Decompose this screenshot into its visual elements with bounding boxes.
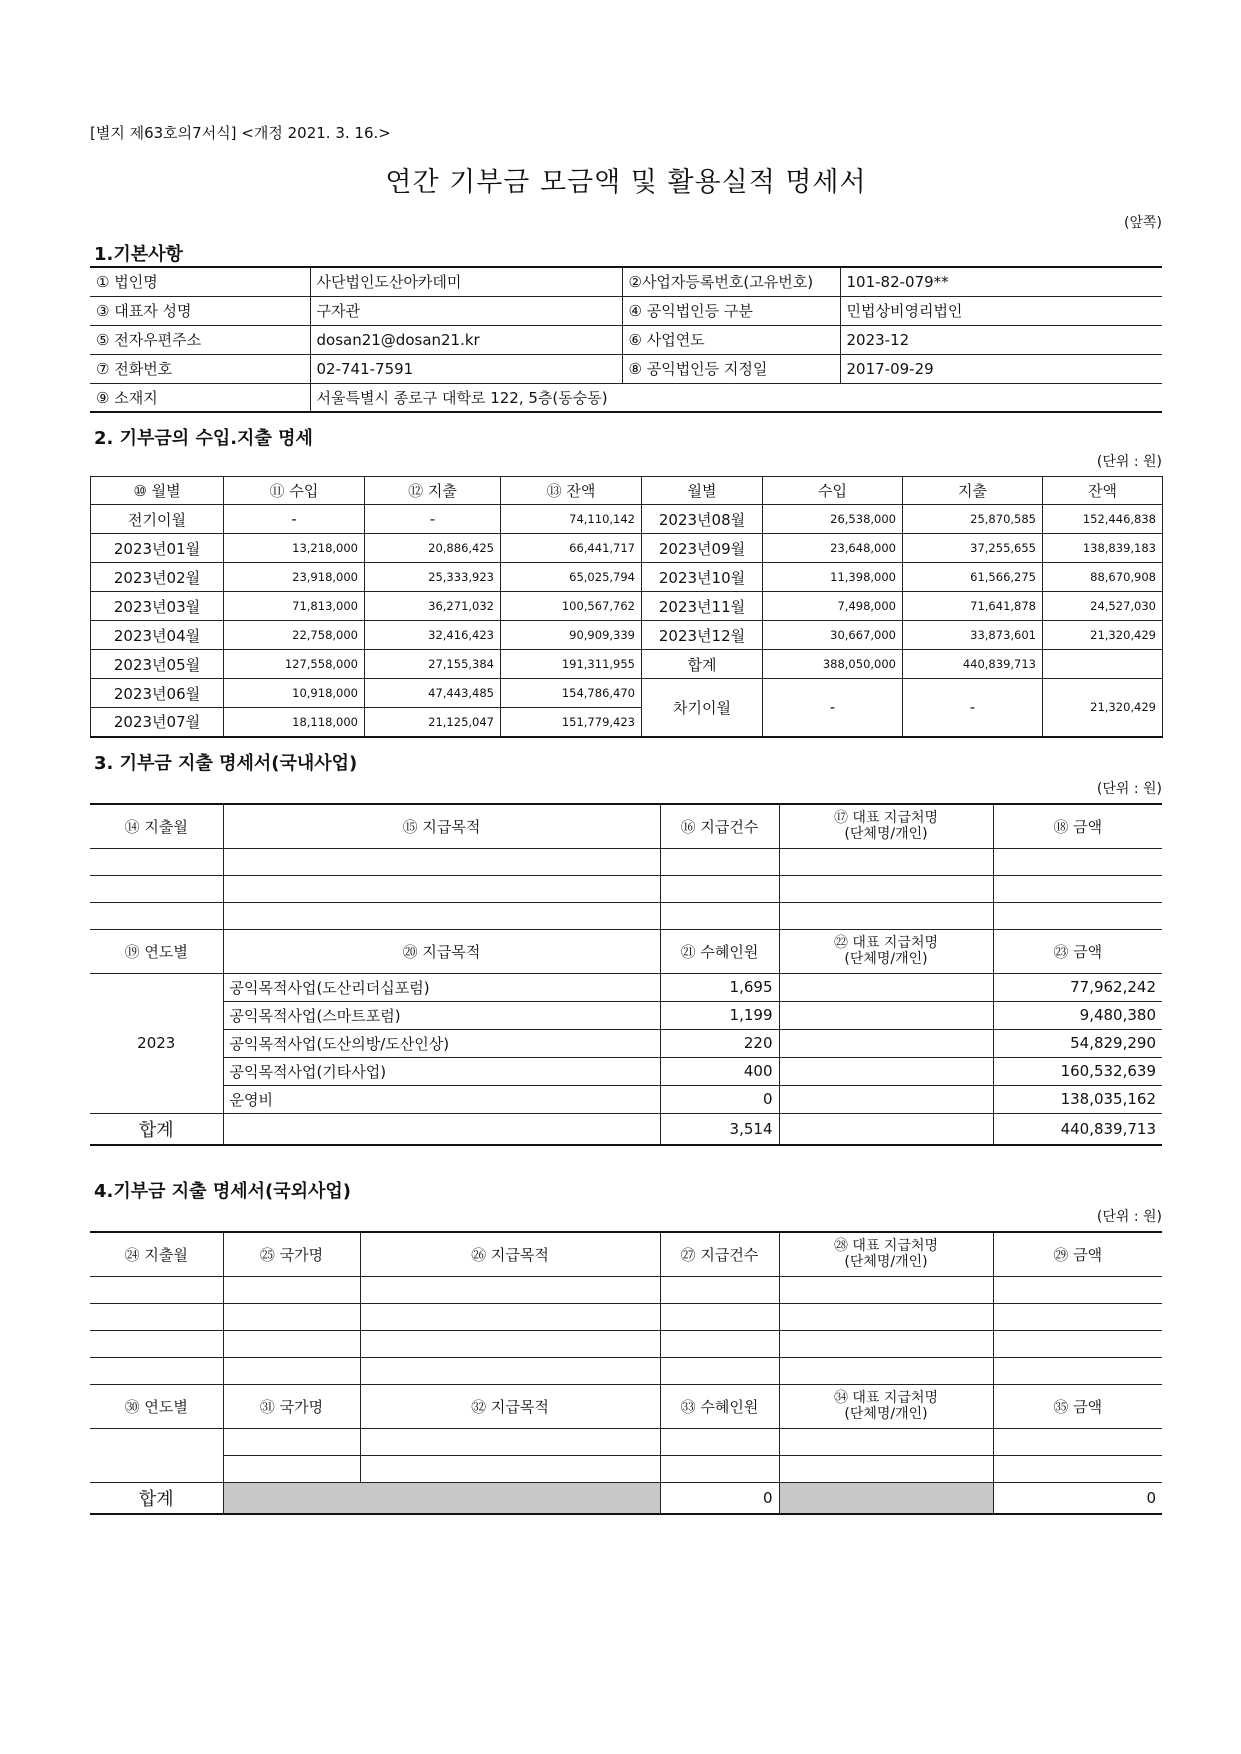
- amount-cell: 388,050,000: [763, 650, 903, 679]
- month-cell: 2023년01월: [91, 534, 224, 563]
- column-header: [779, 929, 993, 973]
- amount-cell: 66,441,717: [501, 534, 642, 563]
- table-row: [90, 929, 1162, 973]
- empty-cell: [90, 1303, 223, 1330]
- purpose-cell: 공익목적사업(기타사업): [223, 1057, 660, 1085]
- form-number: [별지 제63호의7서식] <개정 2021. 3. 16.>: [90, 124, 391, 142]
- column-header: [779, 1232, 993, 1276]
- table-row: [91, 563, 1163, 592]
- field-value: 사단법인도산아카데미: [310, 267, 622, 296]
- amount-cell: 77,962,242: [993, 973, 1162, 1001]
- empty-cell: [223, 1330, 360, 1357]
- column-header: ㉑ 수혜인원: [660, 929, 779, 973]
- field-value: 민법상비영리법인: [840, 296, 1162, 325]
- month-cell: 2023년12월: [642, 621, 763, 650]
- table-row: [90, 1455, 1162, 1482]
- column-header: ㉛ 국가명: [223, 1384, 360, 1428]
- empty-cell: [223, 1113, 660, 1145]
- table-row: [90, 804, 1162, 848]
- amount-cell: 21,125,047: [365, 708, 501, 737]
- unit-label: (단위 : 원): [1096, 1209, 1162, 1225]
- empty-cell: [360, 1357, 660, 1384]
- column-header: ⑭ 지출월: [90, 804, 223, 848]
- income-expense-table: [90, 476, 1163, 738]
- empty-cell: [993, 1455, 1162, 1482]
- empty-cell: [993, 1357, 1162, 1384]
- amount-cell: 33,873,601: [903, 621, 1043, 650]
- column-header: ㉓ 금액: [993, 929, 1162, 973]
- empty-cell: [360, 1428, 660, 1455]
- month-cell: 2023년05월: [91, 650, 224, 679]
- month-cell: 2023년10월: [642, 563, 763, 592]
- field-label: ⑨ 소재지: [90, 383, 310, 412]
- amount-cell: 191,311,955: [501, 650, 642, 679]
- field-value: dosan21@dosan21.kr: [310, 325, 622, 354]
- section3-heading: 3. 기부금 지출 명세서(국내사업): [94, 753, 358, 774]
- table-row: [90, 325, 1162, 354]
- total-count: 3,514: [660, 1113, 779, 1145]
- column-header: ㉗ 지급건수: [660, 1232, 779, 1276]
- field-label: ① 법인명: [90, 267, 310, 296]
- field-label: ④ 공익법인등 구분: [622, 296, 840, 325]
- empty-cell: [660, 875, 779, 902]
- empty-cell: [360, 1455, 660, 1482]
- month-cell: 2023년11월: [642, 592, 763, 621]
- count-cell: 220: [660, 1029, 779, 1057]
- field-value: 2023-12: [840, 325, 1162, 354]
- table-row: [91, 592, 1163, 621]
- empty-cell: [223, 848, 660, 875]
- field-label: ③ 대표자 성명: [90, 296, 310, 325]
- empty-cell: [779, 1357, 993, 1384]
- amount-cell: 54,829,290: [993, 1029, 1162, 1057]
- column-header: ㉟ 금액: [993, 1384, 1162, 1428]
- overseas-expense-table: [90, 1231, 1162, 1515]
- amount-cell: 88,670,908: [1043, 563, 1163, 592]
- amount-cell: 151,779,423: [501, 708, 642, 737]
- amount-cell: 90,909,339: [501, 621, 642, 650]
- empty-cell: [779, 973, 993, 1001]
- header-label: (단체명/개인): [844, 1254, 928, 1271]
- amount-cell: 25,870,585: [903, 505, 1043, 534]
- empty-cell: [993, 902, 1162, 929]
- field-label: ⑤ 전자우편주소: [90, 325, 310, 354]
- amount-cell: 18,118,000: [224, 708, 365, 737]
- table-row: [90, 1357, 1162, 1384]
- empty-cell: [779, 902, 993, 929]
- table-row: [90, 1232, 1162, 1276]
- empty-cell: [779, 1455, 993, 1482]
- amount-cell: 27,155,384: [365, 650, 501, 679]
- total-label: 합계: [90, 1113, 223, 1145]
- table-row: [90, 902, 1162, 929]
- amount-cell: 25,333,923: [365, 563, 501, 592]
- amount-cell: 23,918,000: [224, 563, 365, 592]
- amount-cell: 154,786,470: [501, 679, 642, 708]
- table-row: [91, 650, 1163, 679]
- header-label: (단체명/개인): [844, 951, 928, 967]
- amount-cell: -: [365, 505, 501, 534]
- field-value: 2017-09-29: [840, 354, 1162, 383]
- table-row: [90, 296, 1162, 325]
- unit-label: (단위 : 원): [1096, 781, 1162, 797]
- column-header: ⑯ 지급건수: [660, 804, 779, 848]
- empty-cell: [779, 1428, 993, 1455]
- section2-heading: 2. 기부금의 수입.지출 명세: [94, 428, 313, 449]
- table-row: [90, 1029, 1162, 1057]
- empty-cell: [90, 1276, 223, 1303]
- empty-cell: [660, 902, 779, 929]
- amount-cell: 13,218,000: [224, 534, 365, 563]
- field-label: ⑧ 공익법인등 지정일: [622, 354, 840, 383]
- purpose-cell: 운영비: [223, 1085, 660, 1113]
- empty-cell: [660, 1357, 779, 1384]
- purpose-cell: 공익목적사업(도산리더십포럼): [223, 973, 660, 1001]
- empty-cell: [223, 1276, 360, 1303]
- purpose-cell: 공익목적사업(도산의방/도산인상): [223, 1029, 660, 1057]
- amount-cell: 24,527,030: [1043, 592, 1163, 621]
- empty-cell: [993, 1303, 1162, 1330]
- empty-cell: [90, 848, 223, 875]
- amount-cell: 152,446,838: [1043, 505, 1163, 534]
- header-label: (단체명/개인): [844, 1406, 928, 1422]
- column-header: ㉕ 국가명: [223, 1232, 360, 1276]
- count-cell: 400: [660, 1057, 779, 1085]
- month-cell: 2023년02월: [91, 563, 224, 592]
- empty-cell: [90, 1330, 223, 1357]
- amount-cell: 138,839,183: [1043, 534, 1163, 563]
- table-row: [90, 1085, 1162, 1113]
- empty-cell: [223, 1428, 360, 1455]
- shaded-cell: [223, 1482, 660, 1514]
- empty-cell: [779, 875, 993, 902]
- amount-cell: 71,641,878: [903, 592, 1043, 621]
- column-header: ㉖ 지급목적: [360, 1232, 660, 1276]
- table-row: [91, 621, 1163, 650]
- year-cell: [90, 1428, 223, 1482]
- amount-cell: 23,648,000: [763, 534, 903, 563]
- table-row: [90, 1330, 1162, 1357]
- table-row: [90, 1303, 1162, 1330]
- empty-cell: [779, 848, 993, 875]
- amount-cell: -: [763, 679, 903, 737]
- table-row: [90, 354, 1162, 383]
- column-header: ㉙ 금액: [993, 1232, 1162, 1276]
- month-cell: 2023년08월: [642, 505, 763, 534]
- section1-heading: 1.기본사항: [94, 244, 183, 265]
- field-value: 101-82-079**: [840, 267, 1162, 296]
- amount-cell: 21,320,429: [1043, 621, 1163, 650]
- header-label: ⑰ 대표 지급처명: [833, 810, 939, 827]
- empty-cell: [360, 1303, 660, 1330]
- amount-cell: 138,035,162: [993, 1085, 1162, 1113]
- page-title: 연간 기부금 모금액 및 활용실적 명세서: [385, 167, 867, 198]
- amount-cell: [1043, 650, 1163, 679]
- section4-heading: 4.기부금 지출 명세서(국외사업): [94, 1181, 352, 1202]
- field-value: 구자관: [310, 296, 622, 325]
- month-cell: 차기이월: [642, 679, 763, 737]
- amount-cell: -: [224, 505, 365, 534]
- header-label: (단체명/개인): [844, 826, 928, 843]
- purpose-cell: 공익목적사업(스마트포럼): [223, 1001, 660, 1029]
- empty-cell: [90, 1357, 223, 1384]
- empty-cell: [993, 1428, 1162, 1455]
- column-header: ㉚ 연도별: [90, 1384, 223, 1428]
- month-cell: 합계: [642, 650, 763, 679]
- column-header: ⑲ 연도별: [90, 929, 223, 973]
- empty-cell: [360, 1276, 660, 1303]
- month-cell: 2023년09월: [642, 534, 763, 563]
- empty-cell: [660, 1303, 779, 1330]
- amount-cell: 37,255,655: [903, 534, 1043, 563]
- amount-cell: 10,918,000: [224, 679, 365, 708]
- field-label: ②사업자등록번호(고유번호): [622, 267, 840, 296]
- month-cell: 2023년07월: [91, 708, 224, 737]
- column-header: ⑪ 수입: [224, 477, 365, 505]
- count-cell: 1,199: [660, 1001, 779, 1029]
- table-row: [90, 383, 1162, 412]
- empty-cell: [779, 1330, 993, 1357]
- empty-cell: [779, 1113, 993, 1145]
- amount-cell: 160,532,639: [993, 1057, 1162, 1085]
- header-label: ㉞ 대표 지급처명: [833, 1390, 939, 1406]
- column-header: ㉔ 지출월: [90, 1232, 223, 1276]
- year-cell: 2023: [90, 973, 223, 1113]
- field-value: 서울특별시 종로구 대학로 122, 5층(동숭동): [310, 383, 1162, 412]
- empty-cell: [660, 848, 779, 875]
- empty-cell: [90, 902, 223, 929]
- total-amount: 440,839,713: [993, 1113, 1162, 1145]
- column-header: ㉜ 지급목적: [360, 1384, 660, 1428]
- column-header: ⑬ 잔액: [501, 477, 642, 505]
- table-row: [90, 1428, 1162, 1455]
- column-header: 지출: [903, 477, 1043, 505]
- empty-cell: [360, 1330, 660, 1357]
- table-row: [91, 505, 1163, 534]
- basic-info-table: [90, 266, 1162, 413]
- empty-cell: [660, 1276, 779, 1303]
- empty-cell: [660, 1428, 779, 1455]
- amount-cell: 100,567,762: [501, 592, 642, 621]
- table-row: [90, 267, 1162, 296]
- empty-cell: [993, 848, 1162, 875]
- field-label: ⑦ 전화번호: [90, 354, 310, 383]
- amount-cell: 9,480,380: [993, 1001, 1162, 1029]
- amount-cell: 440,839,713: [903, 650, 1043, 679]
- empty-cell: [779, 1057, 993, 1085]
- amount-cell: 65,025,794: [501, 563, 642, 592]
- total-amount: 0: [993, 1482, 1162, 1514]
- column-header: 잔액: [1043, 477, 1163, 505]
- amount-cell: 47,443,485: [365, 679, 501, 708]
- amount-cell: 20,886,425: [365, 534, 501, 563]
- column-header: [779, 804, 993, 848]
- amount-cell: 22,758,000: [224, 621, 365, 650]
- table-row: [90, 875, 1162, 902]
- empty-cell: [779, 1001, 993, 1029]
- empty-cell: [90, 875, 223, 902]
- empty-cell: [993, 875, 1162, 902]
- field-label: ⑥ 사업연도: [622, 325, 840, 354]
- empty-cell: [660, 1455, 779, 1482]
- field-value: 02-741-7591: [310, 354, 622, 383]
- empty-cell: [779, 1029, 993, 1057]
- column-header: ㉝ 수혜인원: [660, 1384, 779, 1428]
- column-header: ⑮ 지급목적: [223, 804, 660, 848]
- column-header: ⑱ 금액: [993, 804, 1162, 848]
- empty-cell: [660, 1330, 779, 1357]
- amount-cell: 61,566,275: [903, 563, 1043, 592]
- empty-cell: [223, 875, 660, 902]
- column-header: 월별: [642, 477, 763, 505]
- header-label: ㉒ 대표 지급처명: [833, 935, 939, 951]
- table-row: [91, 477, 1163, 505]
- empty-cell: [993, 1276, 1162, 1303]
- table-row: [90, 1113, 1162, 1145]
- column-header: ⑩ 월별: [91, 477, 224, 505]
- total-label: 합계: [90, 1482, 223, 1514]
- month-cell: 전기이월: [91, 505, 224, 534]
- empty-cell: [993, 1330, 1162, 1357]
- header-label: ㉘ 대표 지급처명: [833, 1238, 939, 1255]
- table-row: [90, 1276, 1162, 1303]
- table-row: [90, 1001, 1162, 1029]
- amount-cell: -: [903, 679, 1043, 737]
- empty-cell: [779, 1303, 993, 1330]
- month-cell: 2023년04월: [91, 621, 224, 650]
- column-header: ⑳ 지급목적: [223, 929, 660, 973]
- table-row: [90, 1482, 1162, 1514]
- table-row: [90, 848, 1162, 875]
- amount-cell: 11,398,000: [763, 563, 903, 592]
- amount-cell: 26,538,000: [763, 505, 903, 534]
- table-row: [90, 1384, 1162, 1428]
- domestic-expense-table: [90, 803, 1162, 1146]
- side-label: (앞쪽): [1124, 215, 1162, 231]
- table-row: [91, 679, 1163, 708]
- empty-cell: [223, 1357, 360, 1384]
- empty-cell: [779, 1276, 993, 1303]
- column-header: 수입: [763, 477, 903, 505]
- amount-cell: 74,110,142: [501, 505, 642, 534]
- empty-cell: [223, 1303, 360, 1330]
- table-row: [90, 973, 1162, 1001]
- table-row: [91, 534, 1163, 563]
- column-header: [779, 1384, 993, 1428]
- shaded-cell: [779, 1482, 993, 1514]
- month-cell: 2023년06월: [91, 679, 224, 708]
- total-count: 0: [660, 1482, 779, 1514]
- amount-cell: 36,271,032: [365, 592, 501, 621]
- count-cell: 0: [660, 1085, 779, 1113]
- unit-label: (단위 : 원): [1096, 454, 1162, 470]
- empty-cell: [223, 1455, 360, 1482]
- month-cell: 2023년03월: [91, 592, 224, 621]
- empty-cell: [223, 902, 660, 929]
- column-header: ⑫ 지출: [365, 477, 501, 505]
- amount-cell: 32,416,423: [365, 621, 501, 650]
- empty-cell: [779, 1085, 993, 1113]
- amount-cell: 127,558,000: [224, 650, 365, 679]
- amount-cell: 30,667,000: [763, 621, 903, 650]
- amount-cell: 71,813,000: [224, 592, 365, 621]
- amount-cell: 21,320,429: [1043, 679, 1163, 737]
- table-row: [90, 1057, 1162, 1085]
- amount-cell: 7,498,000: [763, 592, 903, 621]
- count-cell: 1,695: [660, 973, 779, 1001]
